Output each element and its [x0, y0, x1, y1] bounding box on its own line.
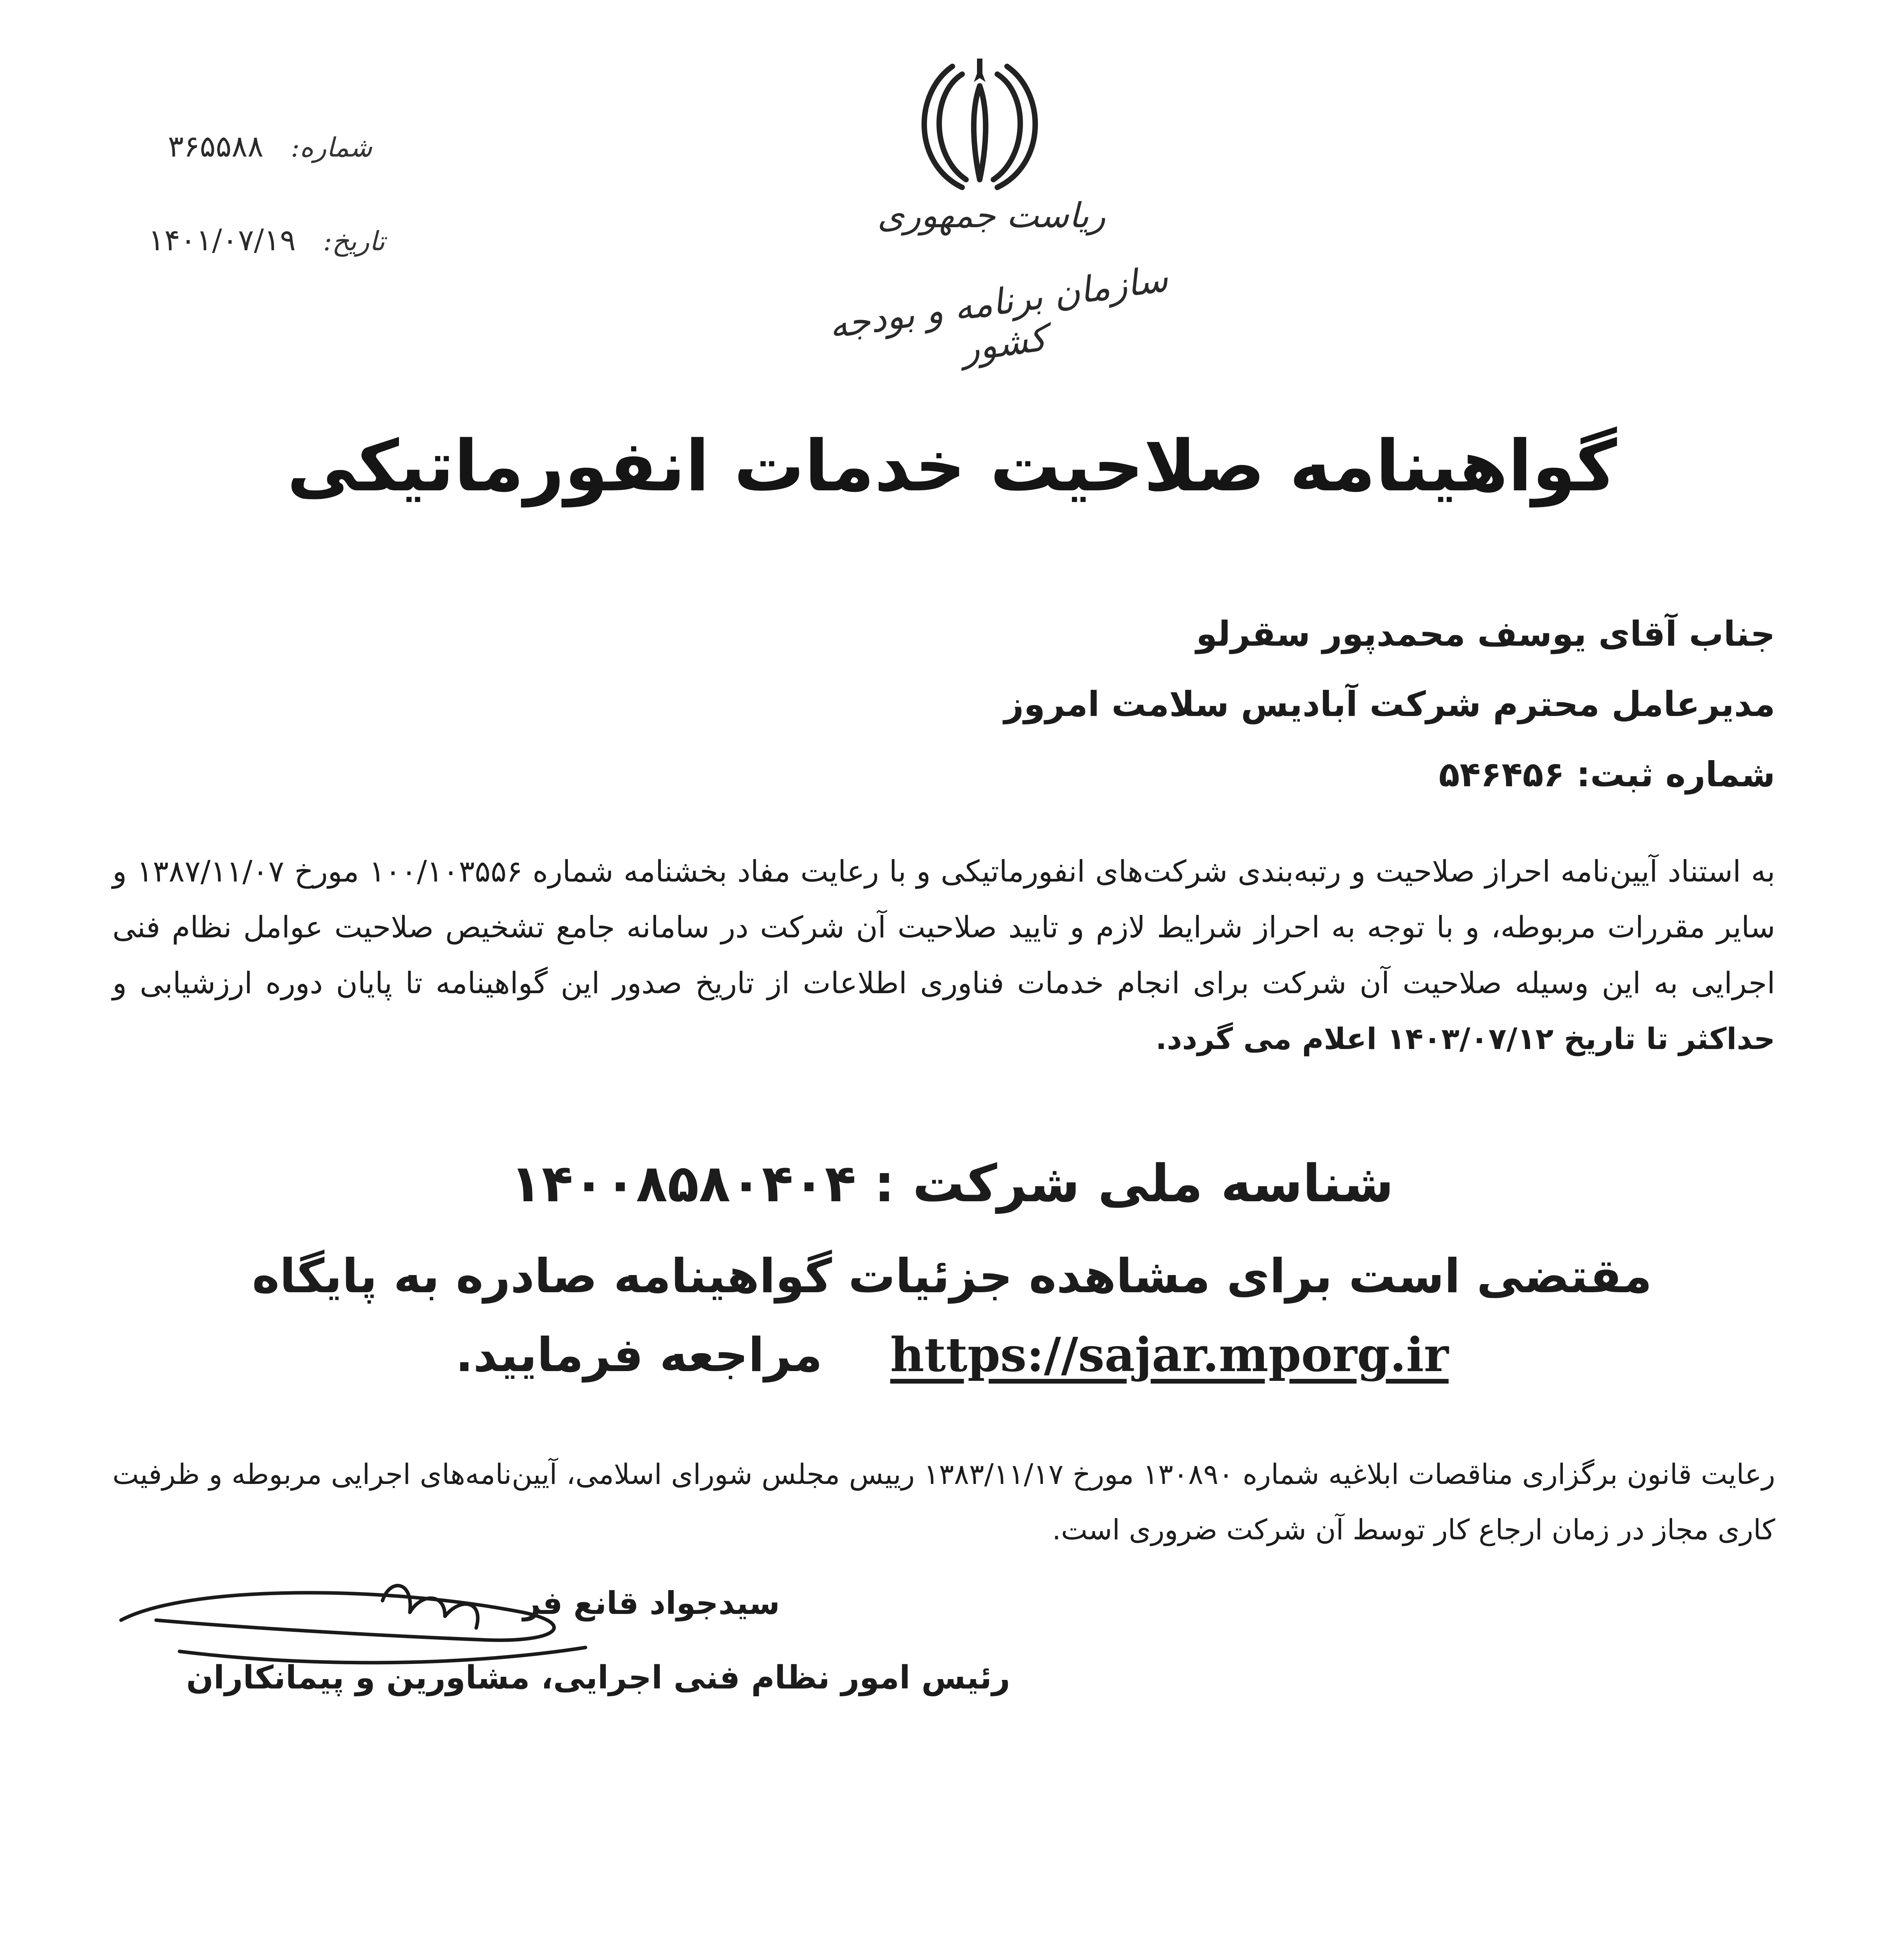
national-id-label: شناسه ملی شرکت : [874, 1154, 1394, 1214]
portal-instruction: مقتضی است برای مشاهده جزئیات گواهینامه صادره به پایگاه [252, 1249, 1652, 1304]
portal-url-link[interactable]: https://sajar.mporg.ir [890, 1327, 1449, 1382]
portal-link-line [0, 1327, 1904, 1382]
certificate-title: گواهینامه صلاحیت خدمات انفورماتیکی [287, 426, 1617, 507]
number-label: شماره: [290, 132, 372, 163]
iran-emblem-icon [915, 51, 1044, 195]
registration-number: شماره ثبت: ۵۴۶۴۵۶ [1438, 754, 1775, 794]
date-label: تاریخ: [323, 226, 385, 257]
letter-date-block [148, 223, 385, 257]
date-value: ۱۴۰۱/۰۷/۱۹ [148, 223, 296, 257]
number-value: ۳۶۵۵۸۸ [168, 129, 263, 164]
compliance-note: رعایت قانون برگزاری مناقصات ابلاغیه شماره ۱۳۰۸۹۰ مورخ ۱۳۸۳/۱۱/۱۷ رییس مجلس شورای اسلامی، آیین‌نامه‌های اجرایی مربوطه و ظرفیت کاری مجاز در زمان ارجاع کار توسط آن شرکت ضروری است. [112, 1458, 1776, 1546]
signer-name: سیدجواد قانع فر [523, 1585, 780, 1621]
org-planning: سازمان برنامه و بودجه کشور [826, 258, 1171, 370]
letter-number-block [168, 129, 372, 164]
body-emphasis: حداکثر تا تاریخ ۱۴۰۳/۰۷/۱۲ اعلام می گردد. [1155, 1021, 1775, 1056]
body-text: به استناد آیین‌نامه احراز صلاحیت و رتبه‌بندی شرکت‌های انفورماتیکی و با رعایت مفاد بخشنامه شماره ۱۰۰/۱۰۳۵۵۶ مورخ ۱۳۸۷/۱۱/۰۷ و سایر مقررات مربوطه، و با توجه به احراز شرایط لازم و تایید صلاحیت آن شرکت در سامانه جامع تشخیص صلاحیت عوامل نظام فنی اجرایی به این وسیله صلاحیت آن شرکت برای انجام خدمات فناوری اطلاعات از تاریخ صدور این گواهینامه تا پایان دوره ارزشیابی و [112, 854, 1775, 1000]
portal-suffix: مراجعه فرمایید. [455, 1328, 823, 1382]
addressee-name: جناب آقای یوسف محمدپور سقرلو [1196, 614, 1775, 654]
org-presidency: ریاست جمهوری [877, 195, 1106, 235]
body-paragraph [112, 843, 1775, 1067]
addressee-position: مدیرعامل محترم شرکت آبادیس سلامت امروز [1004, 684, 1775, 724]
national-id-value: ۱۴۰۰۸۵۸۰۴۰۴ [510, 1154, 856, 1214]
signer-title: رئیس امور نظام فنی اجرایی، مشاورین و پیمانکاران [186, 1659, 1010, 1696]
national-id [0, 1154, 1904, 1214]
